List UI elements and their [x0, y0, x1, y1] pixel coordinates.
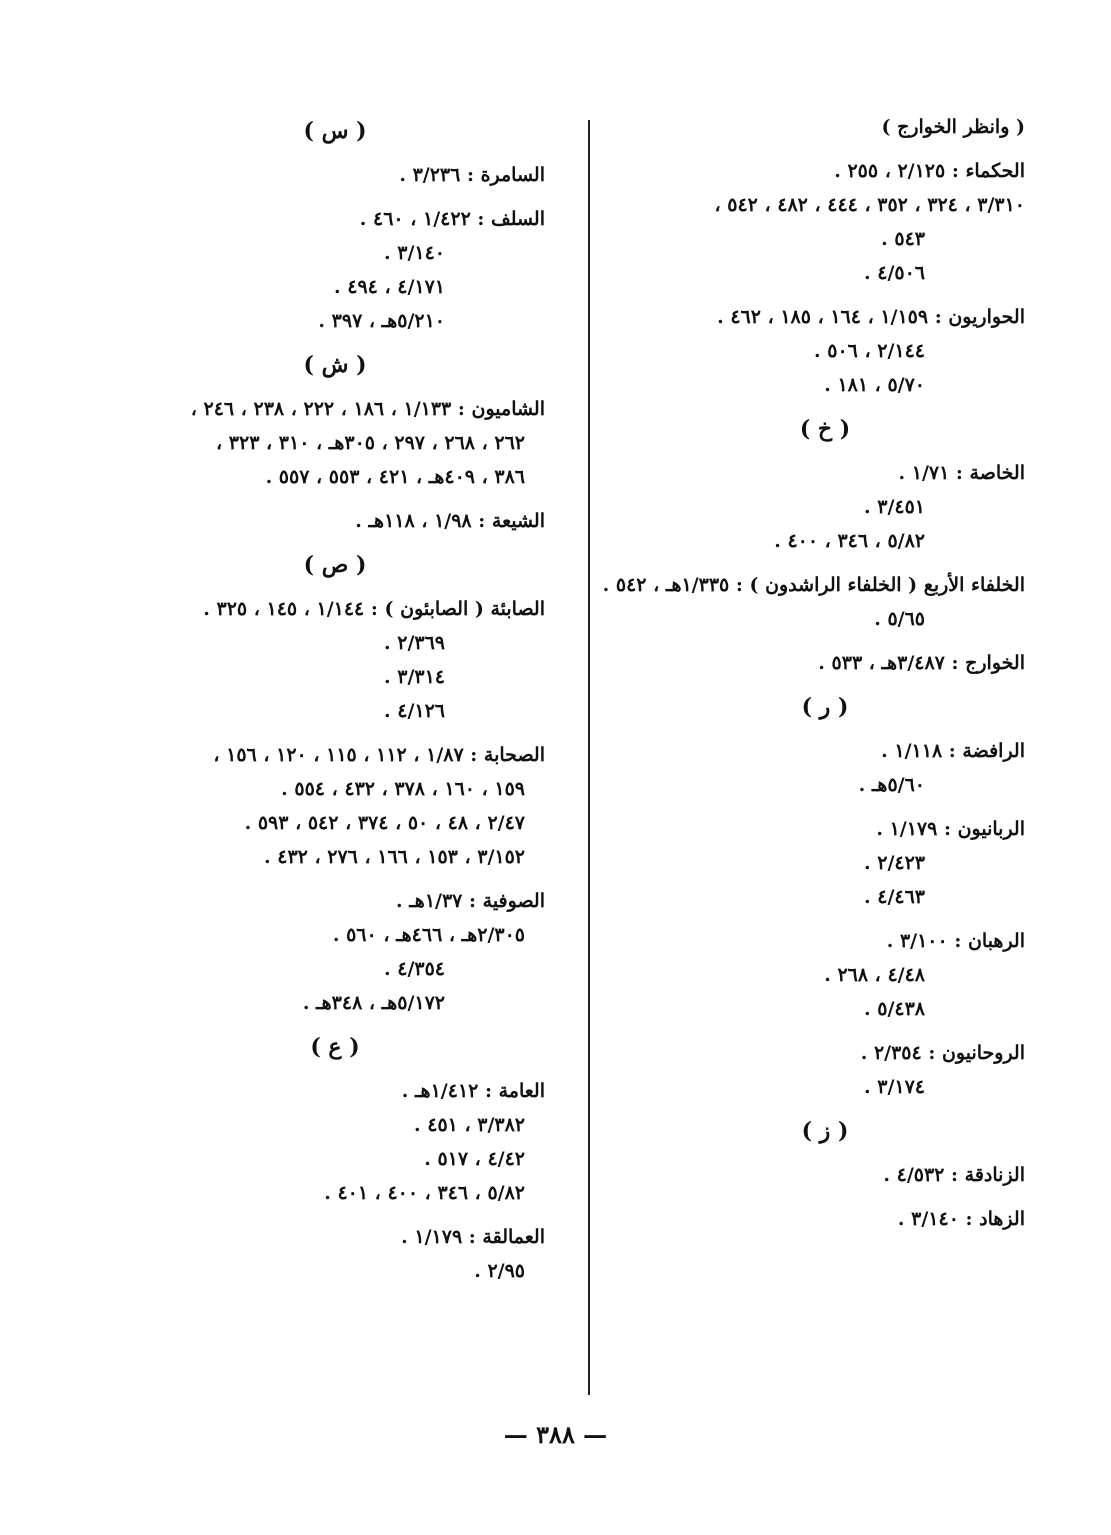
entry-continuation: ٣/٣١٤ . — [384, 666, 445, 688]
entry-continuation: ٥/٤٣٨ . — [864, 998, 925, 1020]
entry-amaliqa — [125, 1220, 545, 1288]
entry-khassa — [625, 456, 1025, 558]
entry-continuation: ٣/١٧٤ . — [864, 1076, 925, 1098]
letter-header-zay: ( ز ) — [801, 1118, 849, 1144]
entry-continuation: ٣/٤٥١ . — [864, 496, 925, 518]
entry-heading-line: العامة : ١/٤١٢هـ . — [401, 1080, 545, 1102]
entry-continuation: ٣/١٤٠ . — [384, 242, 445, 264]
entry-continuation: ٢٦٢ ، ٢٦٨ ، ٢٩٧ ، ٣٠٥هـ ، ٣١٠ ، ٣٢٣ ، — [216, 432, 525, 454]
entry-rabbaniyun — [625, 812, 1025, 914]
letter-header-ra: ( ر ) — [801, 694, 849, 720]
entry-sufiyya — [125, 884, 545, 1020]
entry-heading-line: الشاميون : ١/١٣٣ ، ١٨٦ ، ٢٢٢ ، ٢٣٨ ، ٢٤٦ ، — [190, 398, 545, 420]
entry-continuation: ٣/٣٨٢ ، ٤٥١ . — [414, 1114, 525, 1136]
entry-hawariyun — [625, 300, 1025, 402]
entry-amma — [125, 1074, 545, 1210]
entry-hukama — [625, 154, 1025, 290]
entry-sahaba — [125, 738, 545, 874]
letter-header-sin: ( س ) — [303, 118, 367, 144]
letter-header-sad: ( ص ) — [303, 552, 367, 578]
letter-header-kha: ( خ ) — [799, 416, 851, 442]
entry-samira — [125, 158, 545, 192]
entry-see-also — [625, 110, 1025, 144]
entry-continuation: ٤/٥٠٦ . — [864, 262, 925, 284]
entry-heading-line: العمالقة : ١/١٧٩ . — [401, 1226, 545, 1248]
entry-continuation: ٤/٣٥٤ . — [384, 958, 445, 980]
entry-continuation: ٣/٣١٠ ، ٣٢٤ ، ٣٥٢ ، ٤٤٤ ، ٤٨٢ ، ٥٤٢ ، — [714, 194, 1025, 216]
entry-heading-line: الحواريون : ١/١٥٩ ، ١٦٤ ، ١٨٥ ، ٤٦٢ . — [717, 306, 1025, 328]
entry-continuation: ٤/٤٢ ، ٥١٧ . — [424, 1148, 525, 1170]
entry-heading-line: الروحانيون : ٢/٣٥٤ . — [860, 1042, 1025, 1064]
entry-continuation: ٤/١٢٦ . — [384, 700, 445, 722]
entry-continuation: ٢/٤٢٣ . — [864, 852, 925, 874]
entry-continuation: ٤/١٧١ ، ٤٩٤ . — [334, 276, 445, 298]
entry-khulafa — [602, 568, 1025, 636]
entry-continuation: ٥/١٧٢هـ ، ٣٤٨هـ . — [302, 992, 445, 1014]
entry-salaf — [125, 202, 545, 338]
letter-header-shin: ( ش ) — [303, 352, 367, 378]
entry-heading-line: الزنادقة : ٤/٥٣٢ . — [883, 1164, 1025, 1186]
column-divider — [588, 120, 590, 1395]
see-also-note: ( وانظر الخوارج ) — [881, 116, 1025, 138]
entry-heading-line: الرهبان : ٣/١٠٠ . — [886, 930, 1025, 952]
entry-continuation: ٢/١٤٤ ، ٥٠٦ . — [814, 340, 925, 362]
entry-continuation: ٥/٦٥ . — [874, 608, 925, 630]
entry-heading-line: الشيعة : ١/٩٨ ، ١١٨هـ . — [355, 510, 545, 532]
left-column — [125, 110, 545, 1298]
entry-continuation: ٣/١٥٢ ، ١٥٣ ، ١٦٦ ، ٢٧٦ ، ٤٣٢ . — [264, 846, 525, 868]
entry-heading-line: الحكماء : ٢/١٢٥ ، ٢٥٥ . — [834, 160, 1025, 182]
entry-continuation: ٣٨٦ ، ٤٠٩هـ ، ٤٢١ ، ٥٥٣ ، ٥٥٧ . — [265, 466, 525, 488]
entry-heading-line: الرافضة : ١/١١٨ . — [881, 740, 1025, 762]
entry-continuation: ٥/٦٠هـ . — [858, 774, 925, 796]
entry-continuation: ٤/٤٦٣ . — [864, 886, 925, 908]
entry-continuation: ٥/٨٢ ، ٣٤٦ ، ٤٠٠ ، ٤٠١ . — [324, 1182, 525, 1204]
entry-continuation: ٢/٩٥ . — [474, 1260, 525, 1282]
entry-continuation: ٢/٣٠٥هـ ، ٤٦٦هـ ، ٥٦٠ . — [332, 924, 525, 946]
entry-continuation: ٢/٣٦٩ . — [384, 632, 445, 654]
entry-continuation: ٥/٨٢ ، ٣٤٦ ، ٤٠٠ . — [774, 530, 925, 552]
entry-heading-line: الخلفاء الأربع ( الخلفاء الراشدون ) : ١/٣٣٥هـ ، ٥٤٢ . — [602, 574, 1025, 596]
entry-khawarij — [625, 646, 1025, 680]
entry-rafida — [625, 734, 1025, 802]
entry-continuation: ٤/٤٨ ، ٢٦٨ . — [824, 964, 925, 986]
entry-sabia — [125, 592, 545, 728]
entry-heading-line: الصوفية : ١/٣٧هـ . — [396, 890, 545, 912]
right-column — [602, 110, 1025, 1246]
entry-heading-line: السامرة : ٣/٢٣٦ . — [399, 164, 545, 186]
entry-continuation: ٥/٧٠ ، ١٨١ . — [824, 374, 925, 396]
entry-ruhban — [625, 924, 1025, 1026]
entry-ruhaniyun — [625, 1036, 1025, 1104]
entry-zanadiqa — [625, 1158, 1025, 1192]
entry-continuation: ٥٤٣ . — [881, 228, 925, 250]
entry-continuation: ١٥٩ ، ١٦٠ ، ٣٧٨ ، ٤٣٢ ، ٥٥٤ . — [281, 778, 525, 800]
entry-heading-line: السلف : ١/٤٢٢ ، ٤٦٠ . — [359, 208, 545, 230]
entry-heading-line: الزهاد : ٣/١٤٠ . — [897, 1208, 1025, 1230]
entry-heading-line: الصابئة ( الصابئون ) : ١/١٤٤ ، ١٤٥ ، ٣٢٥ . — [203, 598, 545, 620]
entry-heading-line: الصحابة : ١/٨٧ ، ١١٢ ، ١١٥ ، ١٢٠ ، ١٥٦ ، — [213, 744, 545, 766]
entry-heading-line: الخاصة : ١/٧١ . — [898, 462, 1025, 484]
entry-zuhhad — [625, 1202, 1025, 1236]
entry-continuation: ٥/٢١٠هـ ، ٣٩٧ . — [318, 310, 445, 332]
entry-heading-line: الربانيون : ١/١٧٩ . — [876, 818, 1025, 840]
entry-continuation: ٢/٤٧ ، ٤٨ ، ٥٠ ، ٣٧٤ ، ٥٤٢ ، ٥٩٣ . — [244, 812, 525, 834]
entry-heading-line: الخوارج : ٣/٤٨٧هـ ، ٥٣٣ . — [818, 652, 1025, 674]
entry-shamiyun — [125, 392, 545, 494]
page-number: — ٣٨٨ — — [503, 1420, 608, 1449]
letter-header-ayn: ( ع ) — [310, 1034, 360, 1060]
entry-shia — [125, 504, 545, 538]
